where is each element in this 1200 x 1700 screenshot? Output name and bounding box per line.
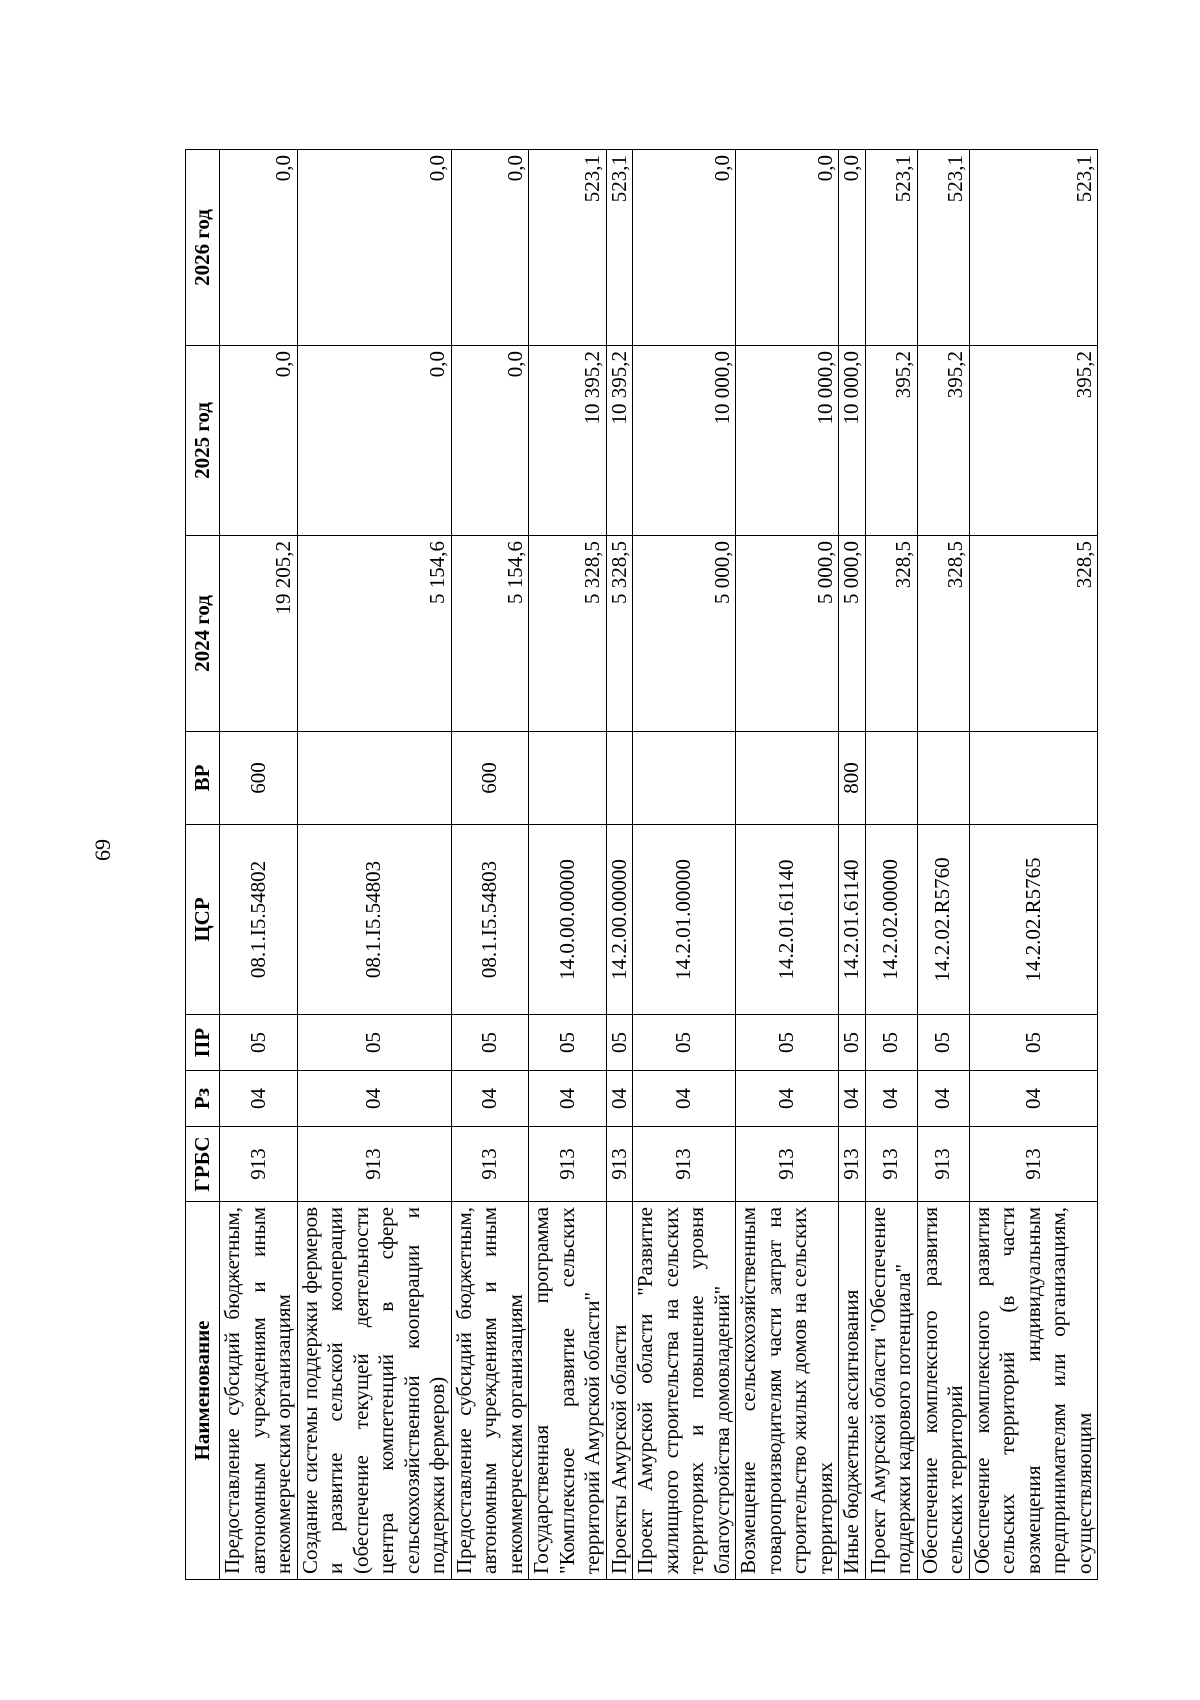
table-row [451, 150, 529, 1580]
amount-2024-cell: 5 328,5 [529, 536, 607, 732]
csr-cell: 14.2.02.R5760 [917, 825, 969, 1015]
name-cell: Создание системы поддержки фермеров и развитие сельской кооперации (обеспечение текущей деятельности центра компетенций в сфере сельскохозяйственной кооперации и поддержки фермеров) [297, 1202, 451, 1580]
csr-cell: 14.2.00.00000 [606, 825, 633, 1015]
amount-2026-cell: 0,0 [220, 150, 298, 346]
csr-cell: 08.1.I5.54803 [297, 825, 451, 1015]
pr-cell: 05 [839, 1015, 866, 1071]
grbs-cell: 913 [297, 1127, 451, 1202]
grbs-cell: 913 [865, 1127, 917, 1202]
amount-2024-cell: 5 000,0 [839, 536, 866, 732]
amount-2026-cell: 0,0 [633, 150, 736, 346]
vr-cell: 600 [451, 732, 529, 825]
vr-cell [606, 732, 633, 825]
amount-2025-cell: 10 000,0 [633, 346, 736, 536]
table-row [220, 150, 298, 1580]
amount-2025-cell: 0,0 [451, 346, 529, 536]
rz-cell: 04 [297, 1071, 451, 1127]
amount-2025-cell: 0,0 [297, 346, 451, 536]
pr-cell: 05 [736, 1015, 839, 1071]
grbs-cell: 913 [736, 1127, 839, 1202]
csr-cell: 14.2.01.61140 [839, 825, 866, 1015]
vr-cell [865, 732, 917, 825]
amount-2026-cell: 0,0 [451, 150, 529, 346]
amount-2026-cell: 523,1 [606, 150, 633, 346]
table-row [633, 150, 736, 1580]
amount-2025-cell: 10 000,0 [839, 346, 866, 536]
grbs-cell: 913 [451, 1127, 529, 1202]
grbs-cell: 913 [529, 1127, 607, 1202]
rz-cell: 04 [969, 1071, 1098, 1127]
amount-2026-cell: 0,0 [736, 150, 839, 346]
table-header-row [186, 150, 220, 1580]
name-cell: Обеспечение комплексного развития сельских территорий [917, 1202, 969, 1580]
table-row [917, 150, 969, 1580]
pr-cell: 05 [529, 1015, 607, 1071]
table-row [606, 150, 633, 1580]
col-2026-header: 2026 год [186, 150, 220, 346]
rz-cell: 04 [220, 1071, 298, 1127]
amount-2026-cell: 523,1 [529, 150, 607, 346]
csr-cell: 14.2.02.00000 [865, 825, 917, 1015]
amount-2024-cell: 5 154,6 [297, 536, 451, 732]
rz-cell: 04 [529, 1071, 607, 1127]
csr-cell: 14.2.02.R5765 [969, 825, 1098, 1015]
col-rz-header: Рз [186, 1071, 220, 1127]
amount-2025-cell: 395,2 [917, 346, 969, 536]
rz-cell: 04 [865, 1071, 917, 1127]
name-cell: Обеспечение комплексного развития сельских территорий (в части возмещения индивидуальным предпринимателям или организациям, осуществляющим [969, 1202, 1098, 1580]
name-cell: Государственная программа "Комплексное развитие сельских территорий Амурской области" [529, 1202, 607, 1580]
table-row [736, 150, 839, 1580]
table-row [529, 150, 607, 1580]
amount-2024-cell: 5 328,5 [606, 536, 633, 732]
name-cell: Предоставление субсидий бюджетным, автономным учреждениям и иным некоммерческим организациям [451, 1202, 529, 1580]
amount-2026-cell: 523,1 [969, 150, 1098, 346]
vr-cell [917, 732, 969, 825]
csr-cell: 08.1.I5.54803 [451, 825, 529, 1015]
pr-cell: 05 [917, 1015, 969, 1071]
amount-2026-cell: 523,1 [865, 150, 917, 346]
table-body [220, 150, 1098, 1580]
col-name-header: Наименование [186, 1202, 220, 1580]
rz-cell: 04 [736, 1071, 839, 1127]
amount-2025-cell: 395,2 [969, 346, 1098, 536]
pr-cell: 05 [220, 1015, 298, 1071]
col-pr-header: ПР [186, 1015, 220, 1071]
amount-2024-cell: 328,5 [969, 536, 1098, 732]
amount-2026-cell: 0,0 [297, 150, 451, 346]
name-cell: Проекты Амурской области [606, 1202, 633, 1580]
amount-2025-cell: 10 000,0 [736, 346, 839, 536]
table-row [297, 150, 451, 1580]
col-2024-header: 2024 год [186, 536, 220, 732]
grbs-cell: 913 [917, 1127, 969, 1202]
csr-cell: 14.2.01.00000 [633, 825, 736, 1015]
amount-2026-cell: 0,0 [839, 150, 866, 346]
amount-2024-cell: 5 000,0 [633, 536, 736, 732]
pr-cell: 05 [633, 1015, 736, 1071]
table-row [865, 150, 917, 1580]
amount-2025-cell: 395,2 [865, 346, 917, 536]
vr-cell [969, 732, 1098, 825]
csr-cell: 14.0.00.00000 [529, 825, 607, 1015]
rz-cell: 04 [606, 1071, 633, 1127]
rz-cell: 04 [917, 1071, 969, 1127]
amount-2024-cell: 19 205,2 [220, 536, 298, 732]
amount-2025-cell: 10 395,2 [606, 346, 633, 536]
pr-cell: 05 [606, 1015, 633, 1071]
grbs-cell: 913 [839, 1127, 866, 1202]
grbs-cell: 913 [633, 1127, 736, 1202]
vr-cell [297, 732, 451, 825]
amount-2025-cell: 10 395,2 [529, 346, 607, 536]
col-grbs-header: ГРБС [186, 1127, 220, 1202]
grbs-cell: 913 [220, 1127, 298, 1202]
vr-cell [633, 732, 736, 825]
amount-2024-cell: 328,5 [865, 536, 917, 732]
col-vr-header: ВР [186, 732, 220, 825]
table-row [839, 150, 866, 1580]
name-cell: Проект Амурской области "Развитие жилищного строительства на сельских территориях и повышение уровня благоустройства домовладений" [633, 1202, 736, 1580]
vr-cell: 800 [839, 732, 866, 825]
col-2025-header: 2025 год [186, 346, 220, 536]
col-csr-header: ЦСР [186, 825, 220, 1015]
grbs-cell: 913 [969, 1127, 1098, 1202]
pr-cell: 05 [865, 1015, 917, 1071]
grbs-cell: 913 [606, 1127, 633, 1202]
rz-cell: 04 [451, 1071, 529, 1127]
vr-cell: 600 [220, 732, 298, 825]
table-container [185, 150, 1096, 1580]
pr-cell: 05 [969, 1015, 1098, 1071]
name-cell: Иные бюджетные ассигнования [839, 1202, 866, 1580]
name-cell: Проект Амурской области "Обеспечение поддержки кадрового потенциала" [865, 1202, 917, 1580]
amount-2026-cell: 523,1 [917, 150, 969, 346]
pr-cell: 05 [451, 1015, 529, 1071]
amount-2024-cell: 328,5 [917, 536, 969, 732]
budget-table [185, 149, 1098, 1580]
csr-cell: 14.2.01.61140 [736, 825, 839, 1015]
pr-cell: 05 [297, 1015, 451, 1071]
rz-cell: 04 [633, 1071, 736, 1127]
rz-cell: 04 [839, 1071, 866, 1127]
table-row [969, 150, 1098, 1580]
rotated-page-content [185, 150, 1096, 1580]
page-number: 69 [90, 839, 115, 861]
name-cell: Возмещение сельскохозяйственным товаропроизводителям части затрат на строительство жилых домов на сельских территориях [736, 1202, 839, 1580]
name-cell: Предоставление субсидий бюджетным, автономным учреждениям и иным некоммерческим организациям [220, 1202, 298, 1580]
vr-cell [529, 732, 607, 825]
csr-cell: 08.1.I5.54802 [220, 825, 298, 1015]
amount-2024-cell: 5 000,0 [736, 536, 839, 732]
vr-cell [736, 732, 839, 825]
amount-2024-cell: 5 154,6 [451, 536, 529, 732]
amount-2025-cell: 0,0 [220, 346, 298, 536]
